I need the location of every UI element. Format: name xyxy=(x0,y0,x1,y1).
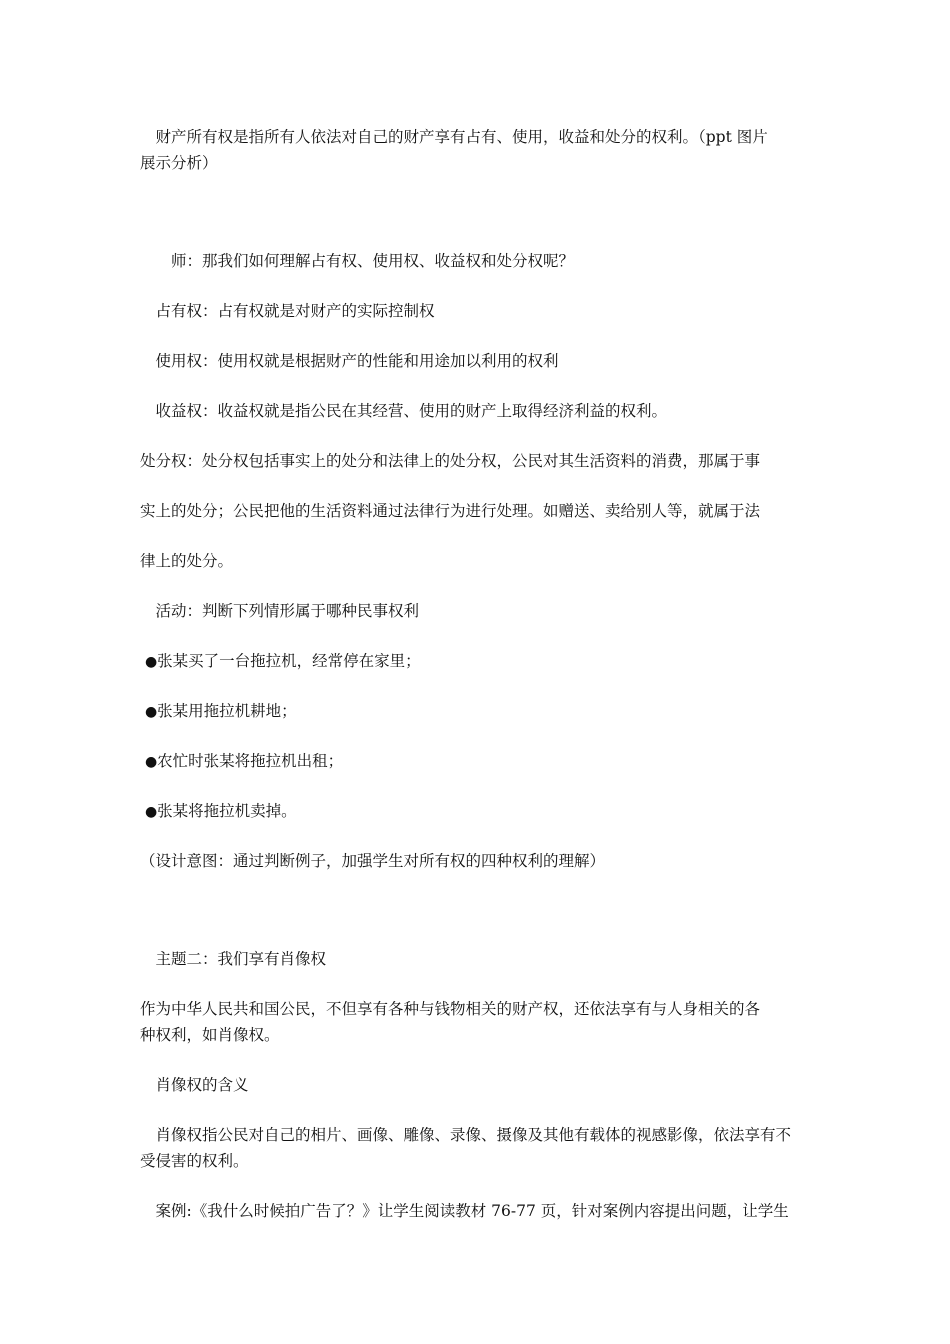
citizen-rights-line-2: 种权利，如肖像权。 xyxy=(140,1026,280,1044)
disposal-right-line-2: 实上的处分；公民把他的生活资料通过法律行为进行处理。如赠送、卖给别人等，就属于法 xyxy=(140,502,761,520)
benefit-right: 收益权：收益权就是指公民在其经营、使用的财产上取得经济利益的权利。 xyxy=(140,402,668,420)
list-item-text: 张某用拖拉机耕地； xyxy=(157,702,297,720)
design-intent-note: （设计意图：通过判断例子，加强学生对所有权的四种权利的理解） xyxy=(140,852,606,870)
portrait-definition-line-1: 肖像权指公民对自己的相片、画像、雕像、录像、摄像及其他有载体的视感影像，依法享有不 xyxy=(140,1126,792,1144)
list-item xyxy=(140,650,812,673)
list-item xyxy=(140,700,812,723)
bullet-icon: ● xyxy=(144,804,158,820)
bullet-icon: ● xyxy=(144,704,158,720)
ownership-definition-line-1: 财产所有权是指所有人依法对自己的财产享有占有、使用，收益和处分的权利。（ppt 图片 xyxy=(140,128,768,146)
list-item-text: 农忙时张某将拖拉机出租； xyxy=(157,752,344,770)
ownership-definition-line-2: 展示分析） xyxy=(140,154,218,172)
topic-two-heading: 主题二：我们享有肖像权 xyxy=(140,950,327,968)
list-item xyxy=(140,750,812,773)
use-right: 使用权：使用权就是根据财产的性能和用途加以利用的权利 xyxy=(140,352,559,370)
disposal-right-line-1: 处分权：处分权包括事实上的处分和法律上的处分权，公民对其生活资料的消费，那属于事 xyxy=(140,452,761,470)
case-study-line: 案例:《我什么时候拍广告了？》让学生阅读教材 76-77 页，针对案例内容提出问题，让学生 xyxy=(140,1202,789,1220)
bullet-icon: ● xyxy=(144,654,158,670)
activity-prompt: 活动：判断下列情形属于哪种民事权利 xyxy=(140,602,420,620)
portrait-right-heading: 肖像权的含义 xyxy=(140,1076,249,1094)
disposal-right-line-3: 律上的处分。 xyxy=(140,552,234,570)
citizen-rights-line-1: 作为中华人民共和国公民，不但享有各种与钱物相关的财产权，还依法享有与人身相关的各 xyxy=(140,1000,761,1018)
list-item xyxy=(140,800,812,823)
list-item-text: 张某买了一台拖拉机，经常停在家里； xyxy=(157,652,421,670)
portrait-definition-line-2: 受侵害的权利。 xyxy=(140,1152,249,1170)
teacher-question: 师：那我们如何理解占有权、使用权、收益权和处分权呢？ xyxy=(140,252,575,270)
bullet-icon: ● xyxy=(144,754,158,770)
list-item-text: 张某将拖拉机卖掉。 xyxy=(157,802,297,820)
possession-right: 占有权：占有权就是对财产的实际控制权 xyxy=(140,302,435,320)
